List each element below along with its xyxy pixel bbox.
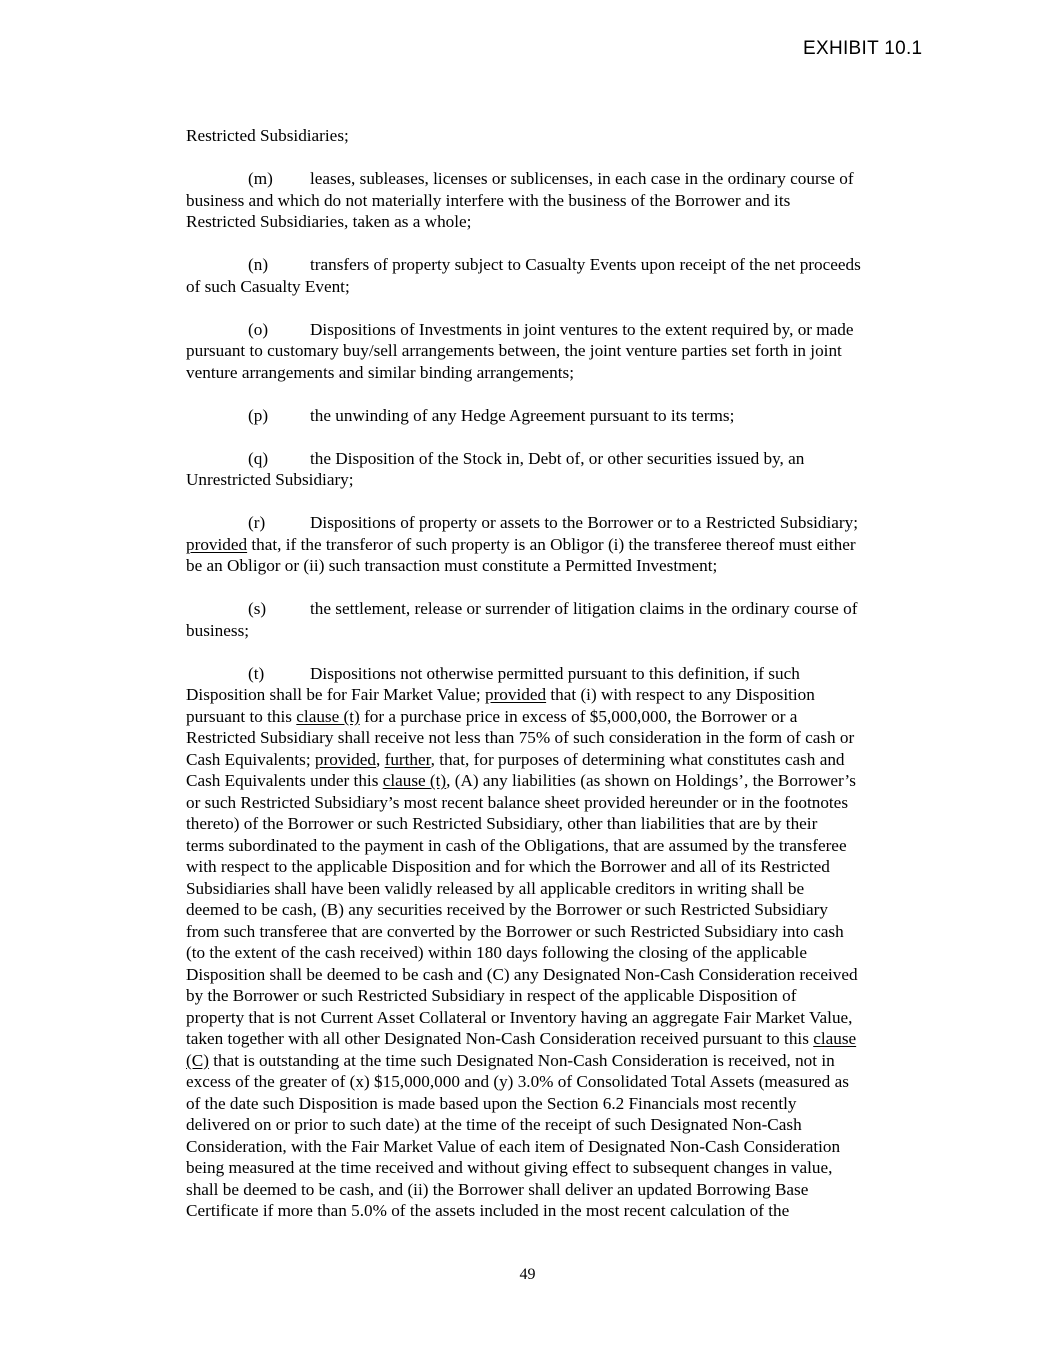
underlined-term: provided	[186, 534, 248, 554]
clause-label: (p)	[248, 405, 269, 425]
clause-r: (r) Dispositions of property or assets to the Borrower or to a Restricted Subsidiary; provided that, if the transferor of such property is an Obligor (i) the transferee thereof must either be an Obligor or (ii) such transaction must constitute a Permitted Investment;	[186, 513, 859, 575]
underlined-term: provided	[314, 749, 376, 769]
clause-m: (m) leases, subleases, licenses or sublicenses, in each case in the ordinary course of business and which do not materially interfere with the business of the Borrower and its Restricted Subsidiaries, taken as a whole;	[186, 169, 854, 231]
clause-label: (o)	[248, 319, 269, 339]
clause-n: (n) transfers of property subject to Casualty Events upon receipt of the net proceeds of such Casualty Event;	[186, 255, 861, 296]
clause-q: (q) the Disposition of the Stock in, Debt of, or other securities issued by, an Unrestricted Subsidiary;	[186, 448, 805, 489]
page-number: 49	[519, 1266, 536, 1283]
clause-t: (t) Dispositions not otherwise permitted pursuant to this definition, if such Disposition shall be for Fair Market Value; provided that (i) with respect to any Disposition pursuant to this clause (t) for a purchase price in excess of $5,000,000, the Borrower or a Restricted Subsidiary shall receive not less than 75% of such consideration in the form of cash or Cash Equivalents; provided, further, that, for purposes of determining what constitutes cash and Cash Equivalents under this clause (t), (A) any liabilities (as shown on Holdings’, the Borrower’s or such Restricted Subsidiary’s most recent balance sheet provided hereunder or in the footnotes thereto) of the Borrower or such Restricted Subsidiary, other than liabilities that are by their terms subordinated to the payment in cash of the Obligations, that are assumed by the transferee with respect to the applicable Disposition and for which the Borrower and all of its Restricted Subsidiaries shall have been validly released by all applicable creditors in writing shall be deemed to be cash, (B) any securities received by the Borrower or such Restricted Subsidiary from such transferee that are converted by the Borrower or such Restricted Subsidiary into cash (to the extent of the cash received) within 180 days following the closing of the applicable Disposition shall be deemed to be cash and (C) any Designated Non-Cash Consideration received by the Borrower or such Restricted Subsidiary in respect of the applicable Disposition of property that is not Current Asset Collateral or Inventory having an aggregate Fair Market Value, taken together with all other Designated Non-Cash Consideration received pursuant to this clause (C) that is outstanding at the time such Designated Non-Cash Consideration is received, not in excess of the greater of (x) $15,000,000 and (y) 3.0% of Consolidated Total Assets (measured as of the date such Disposition is made based upon the Section 6.2 Financials most recently delivered on or prior to such date) at the time of the receipt of such Designated Non-Cash Consideration, with the Fair Market Value of each item of Designated Non-Cash Consideration being measured at the time received and without giving effect to subsequent changes in value, shall be deemed to be cash, and (ii) the Borrower shall deliver an updated Borrowing Base Certificate if more than 5.0% of the assets included in the most recent calculation of the	[186, 663, 858, 1220]
document-body	[186, 125, 946, 1243]
exhibit-label: EXHIBIT 10.1	[803, 38, 923, 59]
clause-label: (t)	[248, 663, 265, 683]
clause-label: (r)	[248, 513, 266, 532]
clause-label: (q)	[248, 448, 269, 468]
cross-reference: clause (t)	[296, 706, 360, 726]
clause-label: (m)	[248, 169, 273, 188]
clause-label: (n)	[248, 255, 269, 274]
cross-reference: clause	[813, 1029, 857, 1048]
cross-reference: clause (t)	[382, 771, 447, 790]
intro-text: Restricted Subsidiaries;	[186, 126, 349, 145]
clause-label: (s)	[248, 599, 267, 618]
clause-p: (p) the unwinding of any Hedge Agreement pursuant to its terms;	[248, 405, 735, 425]
underlined-term: provided	[484, 685, 547, 704]
cross-reference: (C)	[186, 1050, 209, 1070]
clause-o: (o) Dispositions of Investments in joint ventures to the extent required by, or made pursuant to customary buy/sell arrangements between, the joint venture parties set forth in joint venture arrangements and similar binding arrangements;	[186, 319, 854, 382]
clause-s: (s) the settlement, release or surrender of litigation claims in the ordinary course of business;	[186, 599, 858, 640]
underlined-term: further	[384, 749, 431, 769]
